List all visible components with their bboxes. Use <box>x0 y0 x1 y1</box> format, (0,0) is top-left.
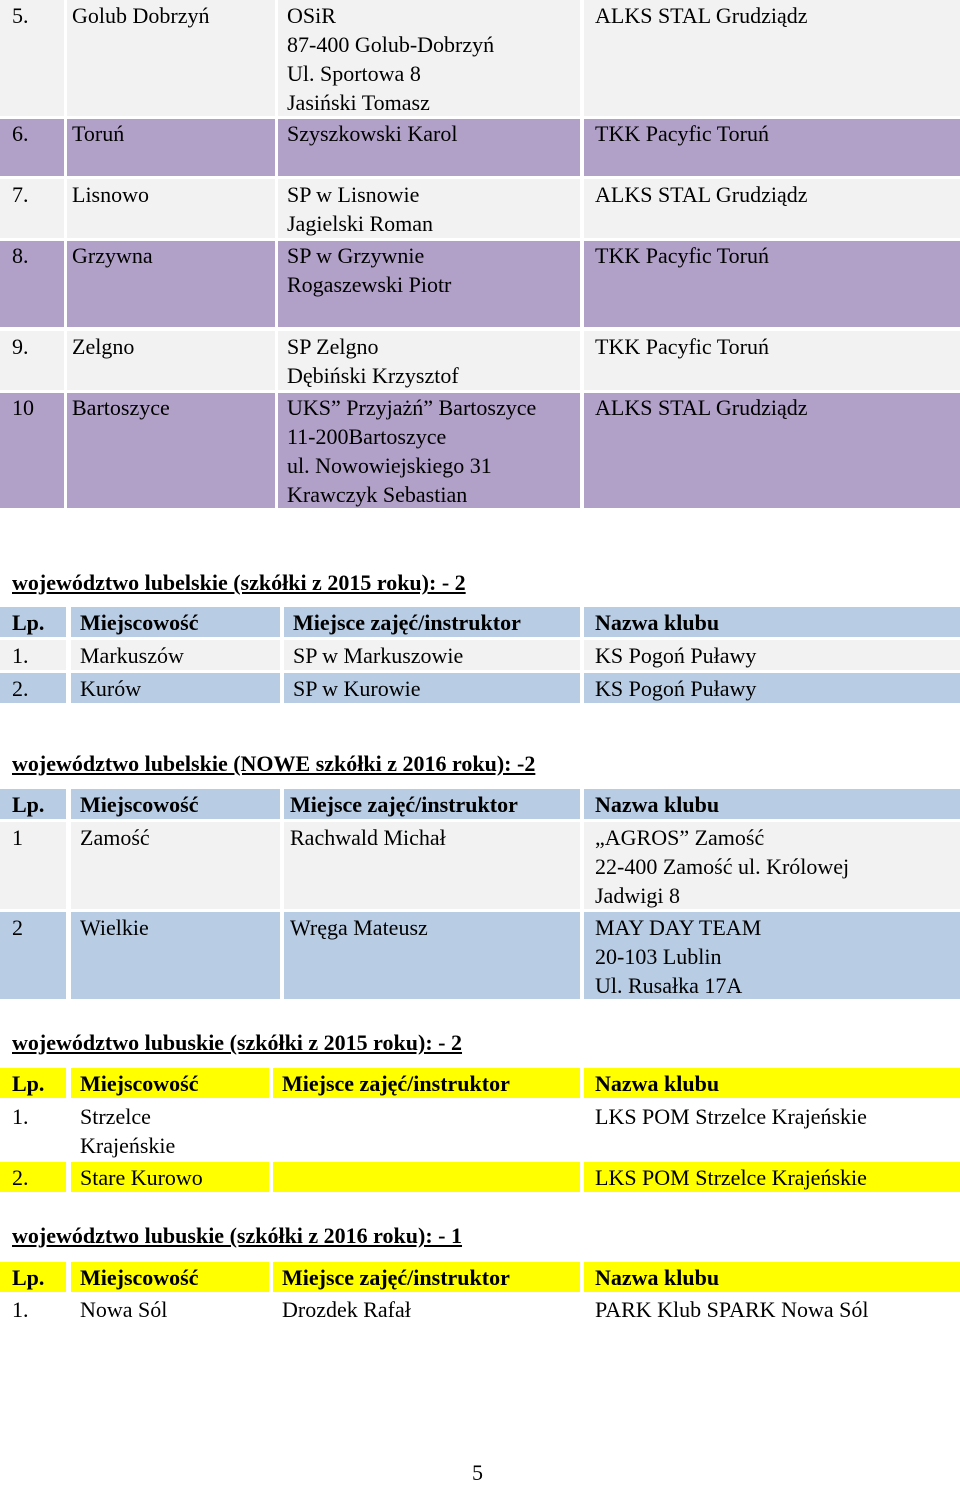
row6-miejscowosc: Toruń <box>72 121 125 146</box>
row-bg <box>273 1162 580 1192</box>
row-miejscowosc: Nowa Sól <box>80 1297 168 1322</box>
section-title-lubelskie-2016: województwo lubelskie (NOWE szkółki z 2016 roku): -2 <box>12 751 536 776</box>
header-klub: Nazwa klubu <box>595 1265 720 1290</box>
row-klub: „AGROS” Zamość 22-400 Zamość ul. Królowej Jadwigi 8 <box>595 825 850 908</box>
header-lp: Lp. <box>12 792 45 817</box>
header-miejscowosc: Miejscowość <box>80 1265 199 1290</box>
row6-klub: TKK Pacyfic Toruń <box>595 121 770 146</box>
row8-klub: TKK Pacyfic Toruń <box>595 243 770 268</box>
row-miejscowosc: Kurów <box>80 676 142 701</box>
row7-miejscowosc: Lisnowo <box>72 182 149 207</box>
row-lp: 2 <box>12 915 23 940</box>
header-miejscowosc: Miejscowość <box>80 610 199 635</box>
row8-miejscowosc: Grzywna <box>72 243 153 268</box>
row-miejsce: SP w Kurowie <box>293 676 421 701</box>
row5-bg-lp <box>0 0 64 116</box>
header-klub: Nazwa klubu <box>595 792 720 817</box>
row-bg <box>0 1162 66 1192</box>
section-title-lubelskie-2015: województwo lubelskie (szkółki z 2015 roku): - 2 <box>12 570 466 595</box>
row9-miejscowosc: Zelgno <box>72 334 135 359</box>
row-klub: LKS POM Strzelce Krajeńskie <box>595 1104 867 1129</box>
row7-lp: 7. <box>12 182 29 207</box>
row-miejscowosc: Markuszów <box>80 643 184 668</box>
row-miejsce: Rachwald Michał <box>290 825 446 850</box>
row7-bg-lp <box>0 179 64 238</box>
header-lp: Lp. <box>12 610 45 635</box>
row-miejscowosc: Zamość <box>80 825 150 850</box>
row-miejscowosc: Wielkie <box>80 915 149 940</box>
row5-lp: 5. <box>12 3 29 28</box>
row-klub: LKS POM Strzelce Krajeńskie <box>595 1165 867 1190</box>
row-miejsce: Wręga Mateusz <box>290 915 428 940</box>
header-lp: Lp. <box>12 1071 45 1096</box>
row9-lp: 9. <box>12 334 29 359</box>
row-miejscowosc: Strzelce Krajeńskie <box>80 1104 176 1158</box>
section-title-lubuskie-2016: województwo lubuskie (szkółki z 2016 roku): - 1 <box>12 1223 463 1248</box>
row-klub: PARK Klub SPARK Nowa Sól <box>595 1297 869 1322</box>
row-lp: 1. <box>12 1297 29 1322</box>
row-lp: 1. <box>12 643 29 668</box>
row9-klub: TKK Pacyfic Toruń <box>595 334 770 359</box>
row7-miejsce: SP w Lisnowie Jagielski Roman <box>287 182 434 236</box>
row-miejsce: SP w Markuszowie <box>293 643 464 668</box>
row-lp: 2. <box>12 1165 29 1190</box>
header-miejscowosc: Miejscowość <box>80 792 199 817</box>
row-lp: 1. <box>12 1104 29 1129</box>
row9-miejsce: SP Zelgno Dębiński Krzysztof <box>287 334 459 388</box>
row-lp: 2. <box>12 676 29 701</box>
page-number: 5 <box>472 1460 483 1485</box>
row-lp: 1 <box>12 825 23 850</box>
row8-lp: 8. <box>12 243 29 268</box>
row6-bg-lp <box>0 119 64 176</box>
row8-bg-lp <box>0 241 64 327</box>
row-klub: KS Pogoń Puławy <box>595 676 757 701</box>
row5-miejscowosc: Golub Dobrzyń <box>72 3 210 28</box>
row-bg <box>0 673 66 703</box>
row-bg <box>0 640 66 670</box>
row10-klub: ALKS STAL Grudziądz <box>595 395 808 420</box>
row7-klub: ALKS STAL Grudziądz <box>595 182 808 207</box>
row10-lp: 10 <box>12 395 34 420</box>
row-miejsce: Drozdek Rafał <box>282 1297 411 1322</box>
row5-klub: ALKS STAL Grudziądz <box>595 3 808 28</box>
row-miejscowosc: Stare Kurowo <box>80 1165 203 1190</box>
header-miejsce: Miejsce zajęć/instruktor <box>290 792 518 817</box>
header-klub: Nazwa klubu <box>595 610 720 635</box>
row8-miejsce: SP w Grzywnie Rogaszewski Piotr <box>287 243 452 297</box>
header-miejsce: Miejsce zajęć/instruktor <box>293 610 521 635</box>
header-miejsce: Miejsce zajęć/instruktor <box>282 1071 510 1096</box>
header-klub: Nazwa klubu <box>595 1071 720 1096</box>
row6-miejsce: Szyszkowski Karol <box>287 121 458 146</box>
header-miejscowosc: Miejscowość <box>80 1071 199 1096</box>
header-miejsce: Miejsce zajęć/instruktor <box>282 1265 510 1290</box>
row6-lp: 6. <box>12 121 29 146</box>
header-lp: Lp. <box>12 1265 45 1290</box>
row10-miejsce: UKS” Przyjażń” Bartoszyce 11-200Bartoszyce ul. Nowowiejskiego 31 Krawczyk Sebastian <box>287 395 537 507</box>
row-bg <box>0 912 66 999</box>
row-klub: KS Pogoń Puławy <box>595 643 757 668</box>
section-title-lubuskie-2015: województwo lubuskie (szkółki z 2015 roku): - 2 <box>12 1030 463 1055</box>
row5-miejsce: OSiR 87-400 Golub-Dobrzyń Ul. Sportowa 8 Jasiński Tomasz <box>287 3 495 115</box>
row-bg <box>0 822 66 909</box>
row-klub: MAY DAY TEAM 20-103 Lublin Ul. Rusałka 17A <box>595 915 762 998</box>
row9-bg-lp <box>0 331 64 390</box>
row10-miejscowosc: Bartoszyce <box>72 395 170 420</box>
